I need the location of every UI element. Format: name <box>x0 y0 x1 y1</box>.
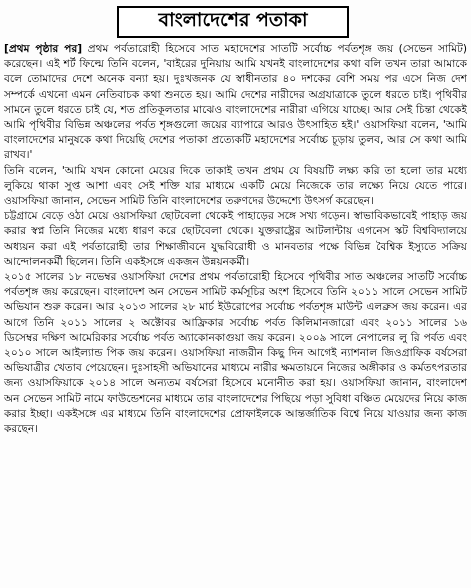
headline: বাংলাদেশের পতাকা <box>158 9 308 31</box>
article-paragraph <box>4 209 467 270</box>
article-paragraph <box>4 270 467 437</box>
paragraph-text: ২০১৫ সালের ১৮ নভেম্বর ওয়াসফিয়া দেশের প্রথম পর্বতারোহী হিসেবে পৃথিবীর সাত অঞ্চলের সাতটি সর্বোচ্চ পর্বতশৃঙ্গ জয় করেছেন। বাংলাদেশ অন সেভেন সামিট কর্মসূচির অংশ হিসেবে তিনি ২০১১ সালে সেভেন সামিট অভিযান শুরু করেন। আর ২০১৩ সালের ২৮ মার্চ ইউরোপের সর্বোচ্চ পর্বতশৃঙ্গ মাউন্ট এলব্রুস জয় করেন। এর আগে তিনি ২০১১ সালের ২ অক্টোবর আফ্রিকার সর্বোচ্চ পর্বত কিলিমানজারো এবং ২০১১ সালের ১৬ ডিসেম্বর দক্ষিণ আমেরিকার সর্বোচ্চ পর্বত অ্যাকোনকাগুয়া জয় করেন। ২০০৯ সালে নেপালের লু রি পর্বত এবং ২০১০ সালে আইল্যান্ড পিক জয় করেন। ওয়াসফিয়া নাজরীন কিছু দিন আগেই ন্যাশনাল জিওগ্রাফিক বর্ষসেরা অভিযাত্রীর খেতাব পেয়েছেন। দুঃসাহসী অভিযানের মাধ্যমে নারীর ক্ষমতায়নে নিজের অঙ্গীকার ও কর্মতৎপরতার জন্য ওয়াসফিয়াকে ২০১৪ সালে অন্যতম বর্ষসেরা হিসেবে মনোনীত করা হয়। ওয়াসফিয়া জানান, বাংলাদেশ অন সেভেন সামিট নামে ফাউন্ডেশনের মাধ্যমে তার বাংলাদেশের পিছিয়ে পড়া সুবিধা বঞ্চিত মেয়েদের নিয়ে কাজ করার ইচ্ছা। একইসঙ্গে এর মাধ্যমে তিনি বাংলাদেশের প্রোফাইলকে আন্তর্জাতিক বিশ্বে নিয়ে যাওয়ার জন্য কাজ করছেন। <box>4 271 467 436</box>
paragraph-text: চট্টগ্রামে বেড়ে ওঠা মেয়ে ওয়াসফিয়া ছোটবেলা থেকেই পাহাড়ের সঙ্গে সখ্য গড়েন। স্বাভাবিকভাবেই পাহাড় জয় করার স্বপ্ন তিনি নিজের মধ্যে ধারণ করে ছোটবেলা থেকে। যুক্তরাষ্ট্রের আটলান্টায় এগনেস স্কট বিশ্ববিদ্যালয়ে অধ্যয়ন করা এই পর্বতারোহী তার শিক্ষাজীবনে যুদ্ধবিরোধী ও মানবতার পক্ষে বিভিন্ন বৈশ্বিক ইস্যুতে সক্রিয় আন্দোলনকর্মী ছিলেন। তিনি একইসঙ্গে একজন উন্নয়নকর্মী। <box>4 210 467 268</box>
headline-box <box>117 6 349 38</box>
paragraph-text: তিনি বলেন, 'আমি যখন কোনো মেয়ের দিকে তাকাই তখন প্রথম যে বিষয়টি লক্ষ্য করি তা হলো তার মধ্যে লুকিয়ে থাকা সুপ্ত আশা এবং সেই শক্তি যার মাধ্যমে একটি মেয়ে নিজেকে তার লক্ষ্যে নিয়ে যেতে পারে। ওয়াসফিয়া জানান, সেভেন সামিট তিনি বাংলাদেশের তরুণদের উদ্দেশ্যে উৎসর্গ করেছেন। <box>4 164 467 208</box>
continuation-kicker: [প্রথম পৃষ্ঠার পর] <box>4 43 83 55</box>
paragraph-text: প্রথম পর্বতারোহী হিসেবে সাত মহাদেশের সাতটি সর্বোচ্চ পর্বতশৃঙ্গ জয় (সেভেন সামিট) করেছেন। এই শর্ট ফিল্মে তিনি বলেন, 'বাইরের দুনিয়ায় আমি যখনই বাংলাদেশের কথা বলি তখন তারা আমাকে বলে তোমাদের দেশে অনেক বন্যা হয়। দুঃখজনক যে স্বাধীনতার ৪০ দশকের বেশি সময় পর এসে নিজ দেশ সম্পর্কে এখনো এমন নেতিবাচক কথা শুনতে হয়। আমি দেশের নারীদের অগ্রযাত্রাকে তুলে ধরতে চাই। পৃথিবীর সামনে তুলে ধরতে চাই যে, শত প্রতিকূলতার মাঝেও বাংলাদেশের নারীরা এগিয়ে যাচ্ছে। আর সেই চিন্তা থেকেই আমি পৃথিবীর বিভিন্ন অঞ্চলের পর্বত শৃঙ্গগুলো জয়ের ব্যাপারে আরও উৎসাহিত হই।' ওয়াসফিয়া বলেন, 'আমি বাংলাদেশের মানুষকে কথা দিয়েছি দেশের পতাকা প্রত্যেকটি মহাদেশের সর্বোচ্চ চূড়ায় তুলব, আর সে কথা আমি রাখব।' <box>4 43 467 162</box>
article-paragraph <box>4 42 467 164</box>
article-body <box>4 42 467 586</box>
article-paragraph <box>4 164 467 210</box>
